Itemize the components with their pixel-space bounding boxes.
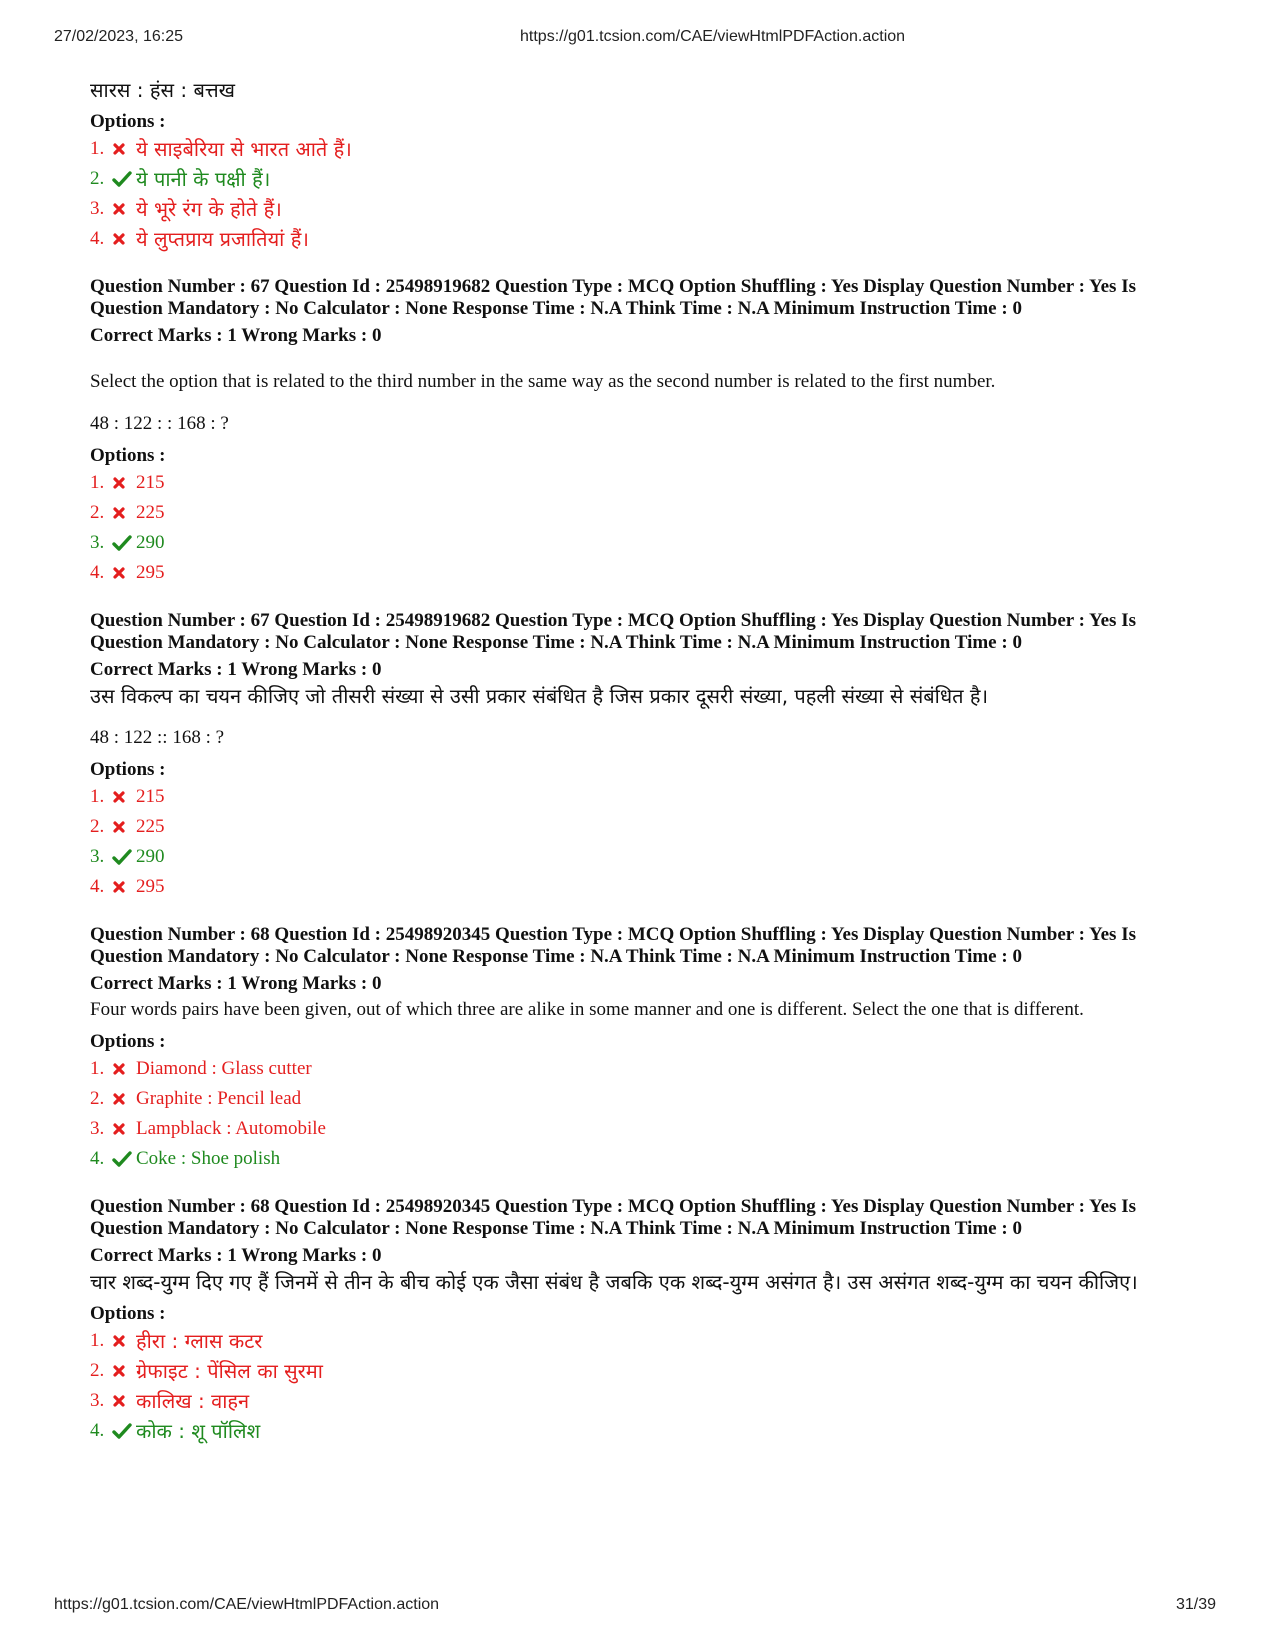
options-label: Options : [90,111,166,132]
option-text: 215 [136,472,165,493]
cross-icon [112,1062,136,1076]
cross-icon [112,1092,136,1106]
option-text: ये पानी के पक्षी हैं। [136,167,271,191]
cross-icon [112,790,136,804]
cross-icon [112,232,136,246]
option-text: ये साइबेरिया से भारत आते हैं। [136,137,352,161]
option-number: 1. [90,138,105,159]
question-block [90,78,1200,254]
option-item [90,1326,1200,1356]
option-text: 290 [136,532,165,553]
option-number: 2. [90,502,105,523]
question-meta-line: Question Number : 67 Question Id : 25498919682 Question Type : MCQ Option Shuffling : Yes Display Question Number : Yes Is [90,276,1136,297]
options-list [90,782,1200,902]
option-item [90,872,1200,902]
cross-icon [112,142,136,156]
option-text: कालिख : वाहन [136,1389,250,1413]
options-label: Options : [90,759,166,780]
option-item [90,1084,1200,1114]
option-text: 225 [136,816,165,837]
option-item [90,1356,1200,1386]
option-number: 3. [90,1390,105,1411]
option-text: 295 [136,876,165,897]
question-expression: 48 : 122 :: 168 : ? [90,727,225,748]
option-text: Graphite : Pencil lead [136,1088,302,1109]
cross-icon [112,476,136,490]
question-block [90,924,1200,1174]
question-meta-line: Question Number : 68 Question Id : 25498920345 Question Type : MCQ Option Shuffling : Yes Display Question Number : Yes Is [90,924,1136,945]
option-item [90,468,1200,498]
cross-icon [112,1364,136,1378]
option-text: 290 [136,846,165,867]
options-label: Options : [90,1303,166,1324]
option-number: 4. [90,1148,105,1169]
options-list [90,134,1200,254]
option-number: 2. [90,1360,105,1381]
question-meta-line: Question Mandatory : No Calculator : None Response Time : N.A Think Time : N.A Minimum Instruction Time : 0 [90,1218,1022,1239]
option-text: हीरा : ग्लास कटर [136,1329,263,1353]
option-text: ग्रेफाइट : पेंसिल का सुरमा [136,1359,323,1383]
option-item [90,1386,1200,1416]
question-meta [90,276,1200,320]
options-label: Options : [90,445,166,466]
option-text: कोक : शू पॉलिश [136,1419,261,1443]
cross-icon [112,566,136,580]
question-block [90,276,1200,588]
question-marks: Correct Marks : 1 Wrong Marks : 0 [90,973,382,994]
question-meta [90,924,1200,968]
option-item [90,498,1200,528]
option-item [90,1054,1200,1084]
option-item [90,558,1200,588]
option-text: ये लुप्तप्राय प्रजातियां हैं। [136,227,309,251]
question-text: चार शब्द-युग्म दिए गए हैं जिनमें से तीन के बीच कोई एक जैसा संबंध है जबकि एक शब्द-युग्म असंगत है। उस असंगत शब्द-युग्म का चयन कीजिए। [90,1270,1138,1294]
question-meta-line: Question Number : 68 Question Id : 25498920345 Question Type : MCQ Option Shuffling : Yes Display Question Number : Yes Is [90,1196,1136,1217]
option-number: 1. [90,1058,105,1079]
option-text: Lampblack : Automobile [136,1118,326,1139]
option-text: 295 [136,562,165,583]
question-meta-line: Question Number : 67 Question Id : 25498919682 Question Type : MCQ Option Shuffling : Yes Display Question Number : Yes Is [90,610,1136,631]
check-icon [112,171,136,187]
option-number: 2. [90,1088,105,1109]
cross-icon [112,820,136,834]
option-number: 4. [90,562,105,583]
option-number: 2. [90,816,105,837]
option-text: 215 [136,786,165,807]
cross-icon [112,1394,136,1408]
question-meta-line: Question Mandatory : No Calculator : None Response Time : N.A Think Time : N.A Minimum Instruction Time : 0 [90,632,1022,653]
question-marks: Correct Marks : 1 Wrong Marks : 0 [90,659,382,680]
option-item [90,528,1200,558]
option-number: 3. [90,1118,105,1139]
option-number: 3. [90,846,105,867]
options-list [90,468,1200,588]
cross-icon [112,1122,136,1136]
question-paper-content [90,78,1200,1446]
print-url-header: https://g01.tcsion.com/CAE/viewHtmlPDFAction.action [520,28,906,45]
question-expression: 48 : 122 : : 168 : ? [90,413,229,434]
option-item [90,134,1200,164]
question-meta [90,610,1200,654]
option-item [90,224,1200,254]
option-text: ये भूरे रंग के होते हैं। [136,197,282,221]
option-number: 1. [90,1330,105,1351]
option-number: 3. [90,198,105,219]
question-tail-text: सारस : हंस : बत्तख [90,78,236,102]
option-number: 3. [90,532,105,553]
question-text: उस विकल्प का चयन कीजिए जो तीसरी संख्या से उसी प्रकार संबंधित है जिस प्रकार दूसरी संख्या, पहली संख्या से संबंधित है। [90,684,989,708]
option-number: 4. [90,1420,105,1441]
option-item [90,164,1200,194]
cross-icon [112,1334,136,1348]
option-item [90,1416,1200,1446]
cross-icon [112,506,136,520]
question-meta-line: Question Mandatory : No Calculator : None Response Time : N.A Think Time : N.A Minimum Instruction Time : 0 [90,298,1022,319]
option-text: Diamond : Glass cutter [136,1058,312,1079]
option-number: 2. [90,168,105,189]
check-icon [112,1423,136,1439]
check-icon [112,1151,136,1167]
options-list [90,1326,1200,1446]
question-meta-line: Question Mandatory : No Calculator : None Response Time : N.A Think Time : N.A Minimum Instruction Time : 0 [90,946,1022,967]
check-icon [112,849,136,865]
check-icon [112,535,136,551]
question-marks: Correct Marks : 1 Wrong Marks : 0 [90,325,382,346]
option-item [90,1144,1200,1174]
cross-icon [112,202,136,216]
option-number: 1. [90,472,105,493]
options-label: Options : [90,1031,166,1052]
question-text: Four words pairs have been given, out of which three are alike in some manner and one is different. Select the one that is different. [90,999,1084,1020]
option-number: 4. [90,228,105,249]
options-list [90,1054,1200,1174]
option-number: 4. [90,876,105,897]
option-item [90,812,1200,842]
question-marks: Correct Marks : 1 Wrong Marks : 0 [90,1245,382,1266]
question-meta [90,1196,1200,1240]
option-item [90,842,1200,872]
print-url-footer: https://g01.tcsion.com/CAE/viewHtmlPDFAction.action [54,1596,440,1613]
option-item [90,194,1200,224]
option-item [90,782,1200,812]
page-number: 31/39 [1176,1596,1217,1613]
question-block [90,610,1200,902]
option-item [90,1114,1200,1144]
option-text: Coke : Shoe polish [136,1148,281,1169]
option-text: 225 [136,502,165,523]
print-datetime: 27/02/2023, 16:25 [54,28,184,45]
option-number: 1. [90,786,105,807]
cross-icon [112,880,136,894]
question-text: Select the option that is related to the third number in the same way as the second number is related to the first number. [90,371,996,392]
question-block [90,1196,1200,1446]
